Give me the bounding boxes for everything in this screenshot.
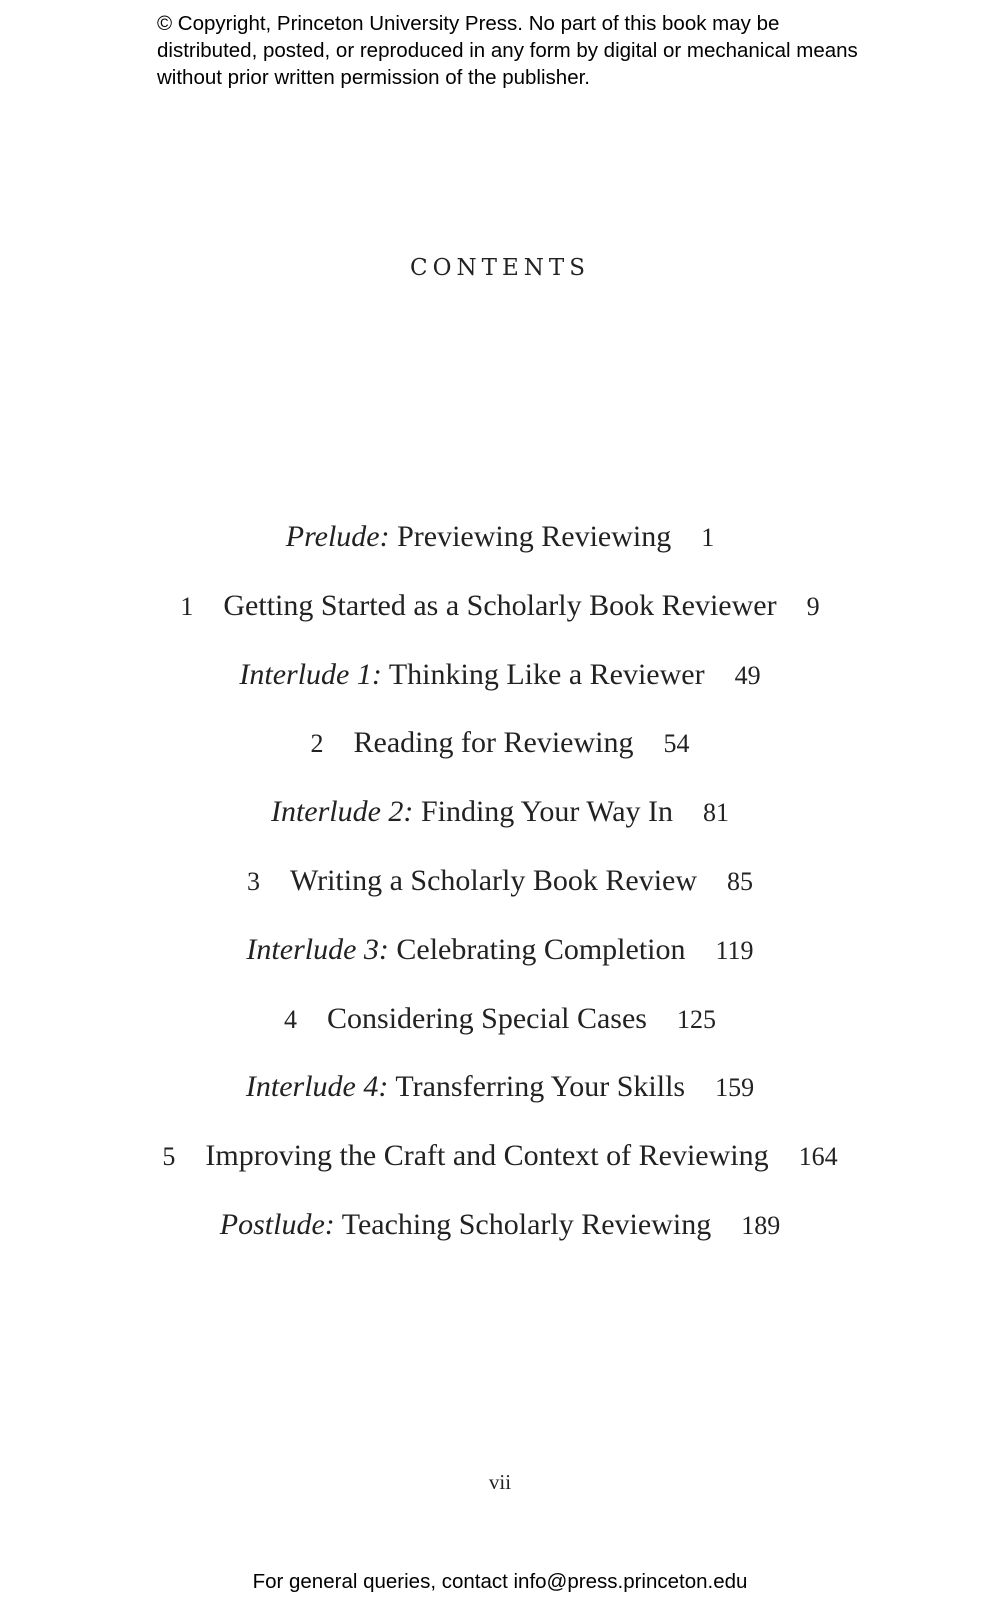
toc-entry-title: Improving the Craft and Context of Reviewing xyxy=(205,1139,769,1173)
toc-entry-title: Considering Special Cases xyxy=(327,1001,647,1035)
toc-entry-title: Teaching Scholarly Reviewing xyxy=(341,1207,712,1241)
toc-entry-title: Writing a Scholarly Book Review xyxy=(289,863,698,897)
toc-entry-page: 85 xyxy=(727,866,754,896)
footer-contact: For general queries, contact info@press.princeton.edu xyxy=(252,1570,748,1593)
toc-entry-prefix: Interlude 3: xyxy=(246,932,389,966)
toc-entry-chapter-4 xyxy=(0,1002,1000,1071)
toc-entry-number: 3 xyxy=(246,866,260,896)
toc-entry-prefix: Postlude: xyxy=(219,1207,335,1241)
toc-entry-title: Transferring Your Skills xyxy=(395,1070,686,1104)
toc-entry-prefix: Interlude 4: xyxy=(245,1070,389,1104)
table-of-contents xyxy=(0,520,1000,1277)
toc-entry-page: 164 xyxy=(798,1142,838,1172)
toc-entry-prefix: Prelude: xyxy=(285,520,390,553)
toc-entry-page: 119 xyxy=(715,935,754,965)
toc-entry-chapter-3 xyxy=(0,864,1000,933)
toc-entry-postlude xyxy=(0,1208,1000,1277)
toc-entry-chapter-2 xyxy=(0,726,1000,795)
page-number: vii xyxy=(488,1470,512,1494)
toc-entry-title: Thinking Like a Reviewer xyxy=(388,657,705,691)
toc-entry-chapter-1 xyxy=(0,589,1000,658)
toc-entry-title: Getting Started as a Scholarly Book Reviewer xyxy=(223,588,777,622)
toc-entry-interlude-2 xyxy=(0,795,1000,864)
toc-entry-page: 159 xyxy=(715,1073,755,1103)
toc-entry-prefix: Interlude 2: xyxy=(270,795,414,829)
toc-entry-interlude-3 xyxy=(0,933,1000,1002)
toc-entry-title: Finding Your Way In xyxy=(420,795,674,829)
toc-entry-interlude-4 xyxy=(0,1070,1000,1139)
toc-entry-page: 125 xyxy=(676,1004,716,1034)
toc-entry-prelude xyxy=(0,520,1000,589)
toc-entry-title: Previewing Reviewing xyxy=(397,520,672,553)
toc-entry-page: 54 xyxy=(663,729,690,759)
toc-entry-interlude-1 xyxy=(0,658,1000,727)
toc-entry-page: 1 xyxy=(701,523,715,552)
toc-entry-number: 2 xyxy=(310,729,324,759)
toc-entry-title: Reading for Reviewing xyxy=(353,726,634,760)
toc-entry-prefix: Interlude 1: xyxy=(239,657,382,691)
toc-entry-page: 81 xyxy=(703,798,730,828)
toc-entry-page: 9 xyxy=(806,591,820,621)
toc-entry-page: 49 xyxy=(734,660,761,690)
toc-entry-title: Celebrating Completion xyxy=(396,932,686,966)
toc-entry-number: 5 xyxy=(162,1142,176,1172)
contents-heading: CONTENTS xyxy=(410,255,590,281)
toc-entry-number: 1 xyxy=(180,591,194,621)
toc-entry-number: 4 xyxy=(284,1004,298,1034)
toc-entry-page: 189 xyxy=(741,1210,781,1240)
copyright-notice: © Copyright, Princeton University Press. No part of this book may be distributed, posted, or reproduced in any form by digital or mechanical means without prior written permission of the publisher. xyxy=(157,12,858,89)
toc-entry-chapter-5 xyxy=(0,1139,1000,1208)
